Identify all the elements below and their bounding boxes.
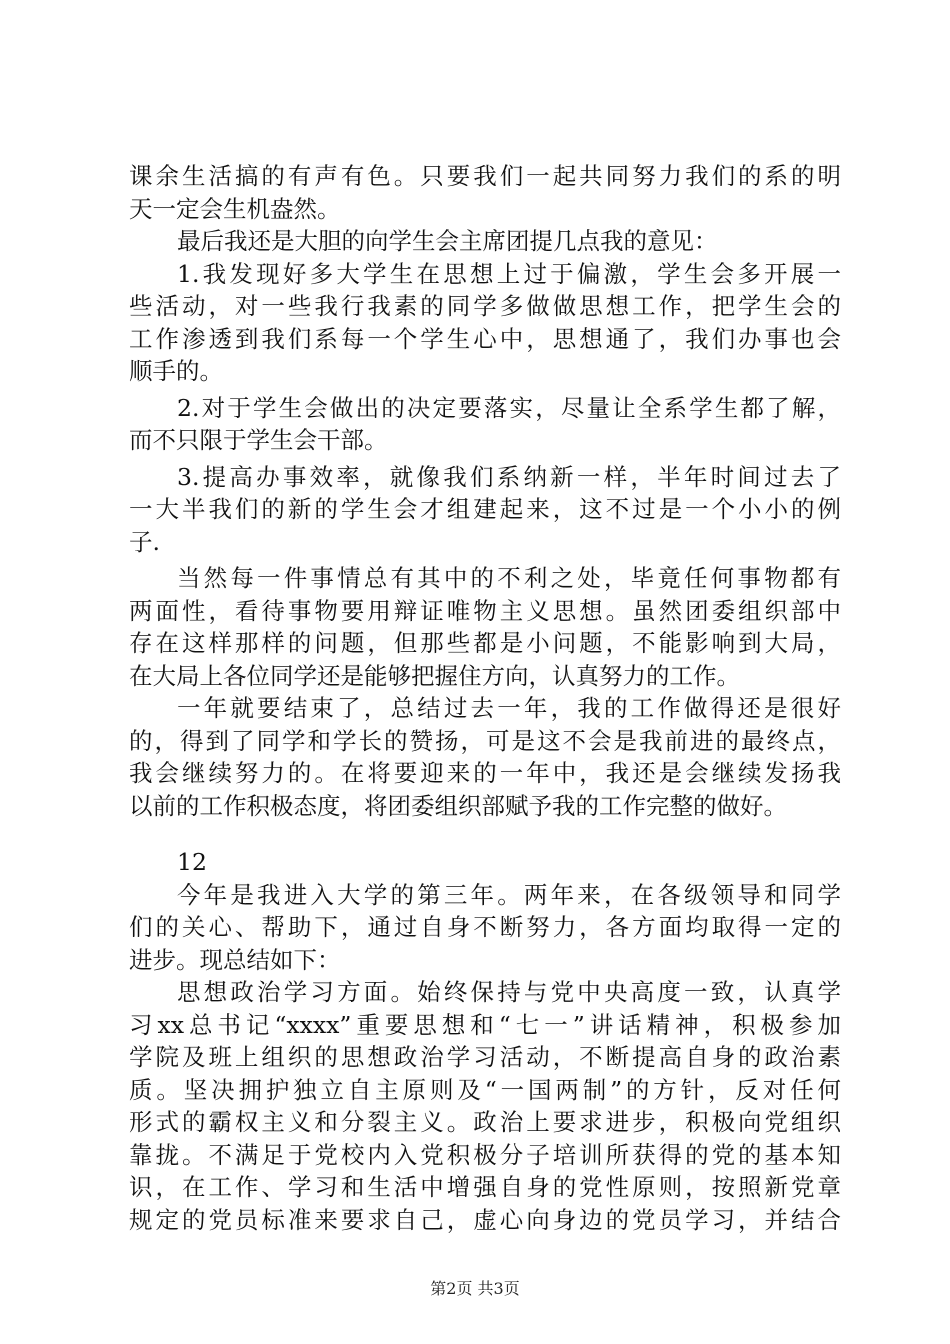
paragraph (129, 392, 841, 457)
text-line: 靠拢。不满足于党校内入党积极分子培训所获得的党的基本知 (129, 1140, 841, 1169)
text-line: 最后我还是大胆的向学生会主席团提几点我的意见： (177, 227, 718, 255)
text-line: 子. (129, 527, 160, 556)
text-line: 些活动，对一些我行我素的同学多做做思想工作，把学生会的 (129, 292, 841, 320)
text-line: 1.我发现好多大学生在思想上过于偏激，学生会多开展一 (177, 259, 841, 288)
text-line: 今年是我进入大学的第三年。两年来，在各级领导和同学 (177, 880, 841, 909)
text-line: 识，在工作、学习和生活中增强自身的党性原则，按照新党章 (129, 1173, 841, 1201)
text-line: 课余生活搞的有声有色。只要我们一起共同努力我们的系的明 (129, 162, 841, 190)
section-number (129, 846, 841, 879)
paragraph (129, 258, 841, 388)
text-line: 们的关心、帮助下，通过自身不断努力，各方面均取得一定的 (129, 913, 841, 941)
text-line: 两面性，看待事物要用辩证唯物主义思想。虽然团委组织部中 (129, 596, 841, 625)
text-line: 学院及班上组织的思想政治学习活动，不断提高自身的政治素 (129, 1043, 841, 1071)
text-line: 顺手的。 (129, 357, 223, 385)
paragraph (129, 976, 841, 1236)
text-line: 工作渗透到我们系每一个学生心中，思想通了，我们办事也会 (129, 324, 841, 353)
text-line: 在大局上各位同学还是能够把握住方向，认真努力的工作。 (129, 661, 740, 690)
paragraph (129, 879, 841, 977)
text-line: 进步。现总结如下： (129, 945, 341, 974)
text-line: 以前的工作积极态度，将团委组织部赋予我的工作完整的做好。 (129, 791, 787, 820)
text-line: 当然每一件事情总有其中的不利之处，毕竟任何事物都有 (177, 564, 841, 592)
text-line: 的，得到了同学和学长的赞扬，可是这不会是我前进的最终点， (129, 726, 841, 755)
text-line: 2.对于学生会做出的决定要落实，尽量让全系学生都了解， (177, 393, 841, 422)
text-line: 12 (177, 848, 207, 876)
text-line: 质。坚决拥护独立自主原则及“一国两制”的方针，反对任何 (129, 1075, 841, 1104)
text-line: 思想政治学习方面。始终保持与党中央高度一致，认真学 (177, 978, 841, 1006)
text-line: 存在这样那样的问题，但那些都是小问题，不能影响到大局， (129, 629, 841, 657)
text-line: 规定的党员标准来要求自己，虚心向身边的党员学习，并结合 (129, 1205, 841, 1234)
text-line: 习xx总书记“xxxx”重要思想和“七一”讲话精神，积极参加 (129, 1010, 841, 1039)
text-line: 一年就要结束了，总结过去一年，我的工作做得还是很好 (177, 694, 841, 722)
document-body (129, 160, 841, 1236)
paragraph (129, 160, 841, 225)
paragraph (129, 461, 841, 559)
text-line: 我会继续努力的。在将要迎来的一年中，我还是会继续发扬我 (129, 759, 841, 787)
text-line: 而不只限于学生会干部。 (129, 426, 388, 454)
text-line: 形式的霸权主义和分裂主义。政治上要求进步，积极向党组织 (129, 1108, 841, 1136)
paragraph (129, 692, 841, 822)
text-line: 3.提高办事效率，就像我们系纳新一样，半年时间过去了 (177, 462, 841, 491)
text-line: 一大半我们的新的学生会才组建起来，这不过是一个小小的例 (129, 495, 841, 523)
paragraph (129, 225, 841, 258)
paragraph (129, 562, 841, 692)
page-footer: 第2页 共3页 (430, 1279, 520, 1298)
text-line: 天一定会生机盎然。 (129, 194, 341, 223)
